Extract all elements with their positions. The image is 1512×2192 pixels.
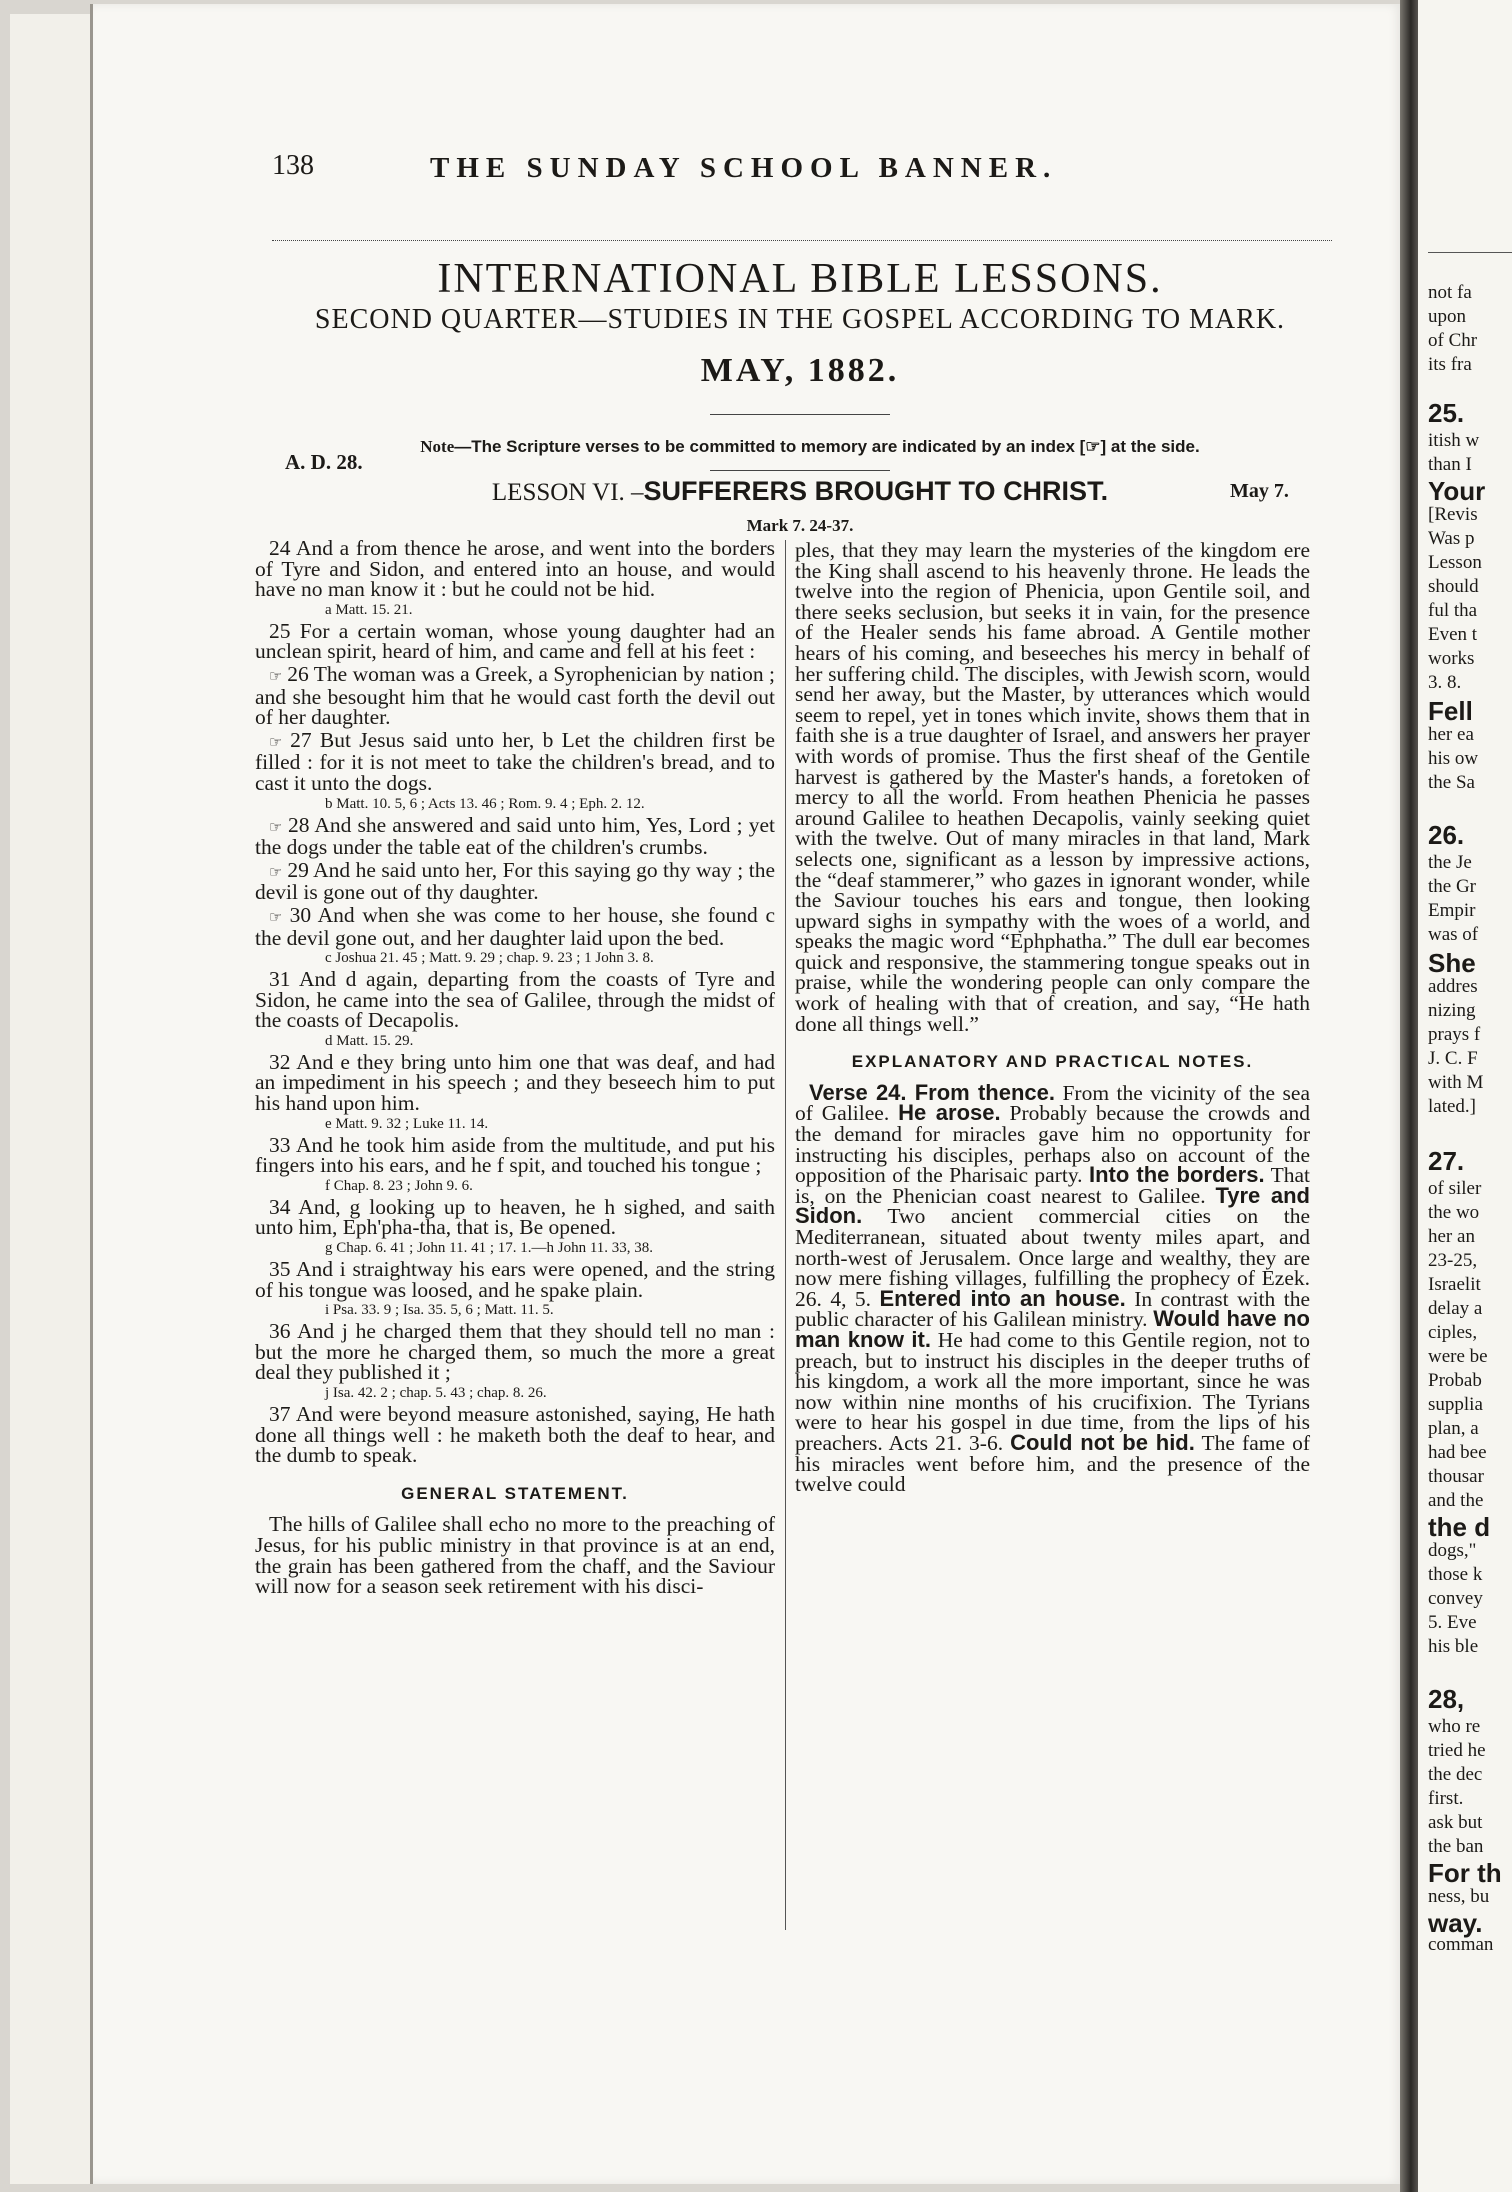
verse-text: 37 And were beyond measure astonished, saying, He hath done all things well : he maketh both the deaf to hear, and the dumb to speak. (255, 1402, 775, 1468)
note-keyword: Would have no man know it. (795, 1306, 1310, 1352)
verse-cross-reference: b Matt. 10. 5, 6 ; Acts 13. 46 ; Rom. 9. 4 ; Eph. 2. 12. (325, 795, 645, 812)
notes-heading: EXPLANATORY AND PRACTICAL NOTES. (851, 1052, 1254, 1072)
note-text: That is, on the Phenician coast nearest to Galilee. (795, 1163, 1310, 1208)
facing-page-line: Even t (1428, 624, 1478, 645)
facing-page-line: 28, (1428, 1684, 1465, 1714)
facing-page-line: those k (1428, 1564, 1483, 1585)
month-heading: MAY, 1882. (700, 352, 900, 389)
verse-cross-reference: a Matt. 15. 21. (325, 601, 413, 618)
facing-page-line: dogs," (1428, 1540, 1477, 1561)
facing-page-line: Probab (1428, 1370, 1482, 1391)
memory-note-text: —The Scripture verses to be committed to memory are indicated by an index [☞] at the side. (454, 437, 1200, 456)
facing-page-line: the wo (1428, 1202, 1480, 1223)
note-keyword: Tyre and Sidon. (795, 1182, 1310, 1229)
notes-paragraph (795, 1079, 1311, 1497)
facing-page-line: his ble (1428, 1636, 1479, 1657)
facing-page-line: the dec (1428, 1764, 1483, 1785)
facing-page-line: 3. 8. (1428, 672, 1462, 693)
verse-text: 35 And i straightway his ears were opened, and the string of his tongue was loosed, and he spake plain. (255, 1257, 775, 1302)
facing-page-line: nizing (1428, 1000, 1476, 1021)
main-heading: INTERNATIONAL BIBLE LESSONS. (437, 256, 1163, 302)
facing-page-line: [Revis (1428, 504, 1478, 525)
note-keyword: Could not be hid. (1010, 1429, 1195, 1455)
running-title: THE SUNDAY SCHOOL BANNER. (430, 152, 1058, 184)
divider-rule (710, 414, 890, 415)
verse-text: 36 And j he charged them that they should tell no man : but the more he charged them, so much the more a great deal they published it ; (255, 1319, 775, 1385)
facing-page-line: were be (1428, 1346, 1488, 1367)
header-rule (272, 240, 1332, 241)
facing-page-line: the Gr (1428, 876, 1477, 897)
facing-page-line: 26. (1428, 820, 1465, 850)
book-gutter (1400, 0, 1418, 2192)
verse-cross-reference: c Joshua 21. 45 ; Matt. 9. 29 ; chap. 9. 23 ; 1 John 3. 8. (325, 950, 654, 967)
note-text: Probably because the crowds and the demand for miracles gave him no opportunity for instructing his disciples, perhaps also on account of the opposition of the Pharisaic party. (795, 1101, 1310, 1188)
note-keyword: Verse 24. From thence. (809, 1079, 1055, 1105)
general-statement-heading: GENERAL STATEMENT. (401, 1483, 629, 1503)
facing-page-line: lated.] (1428, 1096, 1477, 1117)
facing-page-line: delay a (1428, 1298, 1483, 1319)
verse-cross-reference: e Matt. 9. 32 ; Luke 11. 14. (325, 1115, 489, 1132)
facing-page-line: plan, a (1428, 1418, 1479, 1439)
facing-page-line: tried he (1428, 1740, 1486, 1761)
memory-index-icon: ☞ (269, 907, 290, 926)
facing-page-line: his ow (1428, 748, 1479, 769)
lesson-year: A. D. 28. (285, 450, 363, 474)
facing-page-line: J. C. F (1428, 1048, 1478, 1069)
facing-page-line: and the (1428, 1490, 1484, 1511)
verse-text: 34 And, g looking up to heaven, he h sighed, and saith unto him, Eph'pha-tha, that is, Be opened. (255, 1194, 775, 1240)
facing-page-line: the Sa (1428, 772, 1475, 793)
facing-page-line: the ban (1428, 1836, 1484, 1857)
verse-text: 32 And e they bring unto him one that was deaf, and had an impediment in his speech ; and they beseech him to put his hand upon him. (255, 1049, 775, 1116)
verse (255, 661, 775, 730)
facing-page-line: its fra (1428, 354, 1472, 375)
facing-page-line: 25. (1428, 398, 1465, 428)
facing-page-line: Was p (1428, 528, 1475, 549)
left-column (255, 538, 775, 1597)
verse (255, 1259, 775, 1300)
facing-page-line: than I (1428, 454, 1472, 475)
facing-page-line: 23-25, (1428, 1250, 1478, 1271)
note-text: Two ancient commercial cities on the Mediterranean, situated about twenty miles apart, and north-west of Jerusalem. Once large and wealthy, they are now mere fishing villages, fulfilling the prophecy of Ezek. 26. 4, 5. (795, 1204, 1310, 1311)
verse-cross-reference: d Matt. 15. 29. (325, 1032, 414, 1049)
facing-page-line: with M (1428, 1072, 1484, 1093)
lesson-date: May 7. (1230, 480, 1289, 502)
facing-page-line: itish w (1428, 430, 1480, 451)
verse-text: 24 And a from thence he arose, and went into the borders of Tyre and Sidon, and entered into an house, and would have no man know it : but he could not be hid. (255, 536, 775, 602)
facing-page-fragment (1418, 0, 1512, 2192)
facing-page-line: convey (1428, 1588, 1483, 1609)
facing-page-line: way. (1428, 1908, 1483, 1938)
facing-page-line: prays f (1428, 1024, 1481, 1045)
facing-page-line: was of (1428, 924, 1479, 945)
facing-page-line: had bee (1428, 1442, 1487, 1463)
facing-page-line: Your (1428, 476, 1486, 506)
facing-page-line: her ea (1428, 724, 1474, 745)
facing-page-rule (1428, 252, 1512, 253)
verse-text: 33 And he took him aside from the multitude, and put his fingers into his ears, and he f spit, and touched his tongue ; (255, 1132, 775, 1178)
divider-rule (710, 470, 890, 471)
verse-text: 29 And he said unto her, For this saying go thy way ; the devil is gone out of thy daughter. (255, 857, 775, 905)
facing-page-line: comman (1428, 1934, 1494, 1955)
verse-text: 30 And when she was come to her house, she found c the devil gone out, and her daughter laid upon the bed. (255, 902, 776, 950)
lesson-heading (300, 476, 1300, 507)
verse-list (255, 538, 775, 1466)
note-text: In contrast with the public character of his Galilean ministry. (795, 1286, 1310, 1332)
memory-index-icon: ☞ (269, 862, 288, 881)
memory-note-lead: Note (420, 437, 455, 456)
verse-text: 25 For a certain woman, whose young daughter had an unclean spirit, heard of him, and came and fell at his feet : (255, 618, 775, 664)
facing-page-line: ness, bu (1428, 1886, 1490, 1907)
verse-cross-reference: g Chap. 6. 41 ; John 11. 41 ; 17. 1.—h John 11. 33, 38. (325, 1240, 654, 1257)
note-text: From the vicinity of the sea of Galilee. (795, 1080, 1311, 1126)
verse-text: 31 And d again, departing from the coasts of Tyre and Sidon, he came into the sea of Galilee, through the midst of the coasts of Decapolis. (255, 967, 775, 1033)
verse (255, 727, 775, 795)
memory-index-icon: ☞ (269, 817, 288, 836)
facing-page-line: of siler (1428, 1178, 1482, 1199)
verse-cross-reference: f Chap. 8. 23 ; John 9. 6. (325, 1177, 473, 1194)
verse (255, 1404, 775, 1466)
facing-page-line: upon (1428, 306, 1466, 327)
facing-page-line: 27. (1428, 1146, 1465, 1176)
memory-note (330, 437, 1290, 457)
verse (255, 618, 775, 664)
verse-cross-reference: i Psa. 33. 9 ; Isa. 35. 5, 6 ; Matt. 11. 5. (325, 1302, 554, 1319)
verse (255, 812, 776, 860)
facing-page-line: should (1428, 576, 1479, 597)
memory-index-icon: ☞ (269, 732, 291, 751)
verse-text: 28 And she answered and said unto him, Yes, Lord ; yet the dogs under the table eat of the children's crumbs. (255, 812, 776, 860)
verse (255, 1049, 775, 1116)
facing-page-line: the Je (1428, 852, 1472, 873)
facing-page-line: works (1428, 648, 1475, 669)
facing-page-line: thousar (1428, 1466, 1484, 1487)
facing-page-line: who re (1428, 1716, 1481, 1737)
facing-page-line: Lesson (1428, 552, 1482, 573)
note-text: The fame of his miracles went before him, and the presence of the twelve could (795, 1430, 1310, 1497)
facing-page-line: her an (1428, 1226, 1475, 1247)
column-divider (785, 540, 786, 1930)
note-text: He had come to this Gentile region, not to preach, but to instruct his disciples in the deeper truths of his kingdom, a work all the more important, since he was now within nine months of his crucifixion. The Tyrians were to hear his gospel in due time, from the lips of his preachers. Acts 21. 3-6. (795, 1327, 1310, 1455)
facing-page-line: supplia (1428, 1394, 1483, 1415)
verse (255, 1194, 775, 1240)
verse (255, 538, 775, 600)
facing-page-line: ciples, (1428, 1322, 1478, 1343)
memory-index-icon: ☞ (269, 666, 288, 685)
facing-page-line: of Chr (1428, 330, 1478, 351)
facing-page-line: ful tha (1428, 600, 1478, 621)
facing-page-line: ask but (1428, 1812, 1483, 1833)
facing-page-line: the d (1428, 1512, 1491, 1542)
verse (255, 1321, 775, 1383)
general-statement-left: The hills of Galilee shall echo no more to the preaching of Jesus, for his public ministry in that province is at an end, the grain has been gathered from the chaff, and the Saviour will now for a season seek retirement with his disci- (255, 1512, 775, 1599)
verse-cross-reference: j Isa. 42. 2 ; chap. 5. 43 ; chap. 8. 26. (325, 1385, 547, 1401)
facing-page-line: 5. Eve (1428, 1612, 1477, 1633)
verse-text: 27 But Jesus said unto her, b Let the children first be filled : for it is not meet to take the children's bread, and to cast it unto the dogs. (255, 727, 775, 795)
verse (255, 969, 775, 1031)
facing-page-line: addres (1428, 976, 1478, 997)
verse (255, 902, 776, 950)
lesson-title: SUFFERERS BROUGHT TO CHRIST. (643, 476, 1109, 506)
sub-heading: SECOND QUARTER—STUDIES IN THE GOSPEL ACCORDING TO MARK. (314, 304, 1286, 335)
facing-page-line: Israelit (1428, 1274, 1481, 1295)
facing-page-line: For th (1428, 1858, 1502, 1888)
lesson-number: LESSON VI. – (491, 479, 644, 506)
facing-page-line: She (1428, 948, 1476, 978)
note-keyword: Into the borders. (1088, 1162, 1265, 1188)
facing-page-line: Empir (1428, 900, 1476, 921)
page-number: 138 (272, 150, 314, 181)
general-statement-right: ples, that they may learn the mysteries of the kingdom ere the King shall ascend to his heavenly throne. He leads the twelve into the region of Phenicia, upon Gentile soil, and there seeks seclusion, but seeks it in vain, for the presence of the Healer sends his fame abroad. A Gentile mother hears of his coming, and beseeches his mercy in behalf of her suffering child. The disciples, with Jewish scorn, would send her away, but the Master, by utterances which would seem to repel, yet in tones which invite, shows them that in faith she is a true daughter of Israel, and answers her prayer with words of promise. Thus the first sheaf of the Gentile harvest is gathered by the Master's hands, a foretoken of mercy to all the world. From heathen Phenicia he passes around Galilee to heathen Decapolis, vainly seeking quiet with the twelve. Out of many miracles in that land, Mark selects one, significant as a lesson by impressive actions, the “deaf stammerer,” who gazes in ignorant wonder, while the Saviour touches his ears and tongue, then looking upward sighs in sympathy with the woes of a world, and speaks the magic word “Ephphatha.” The dull ear becomes quick and responsive, the stammering tongue speaks out in praise, while the wondering people can only compare the work of healing with that of creation, and say, “He hath done all things well.” (795, 538, 1310, 1036)
verse (255, 1132, 775, 1178)
facing-page-line: first. (1428, 1788, 1464, 1809)
scripture-reference: Mark 7. 24-37. (746, 516, 854, 535)
verse (255, 857, 775, 905)
right-column (795, 540, 1310, 1495)
note-keyword: He arose. (898, 1100, 1001, 1126)
facing-page-line: Fell (1428, 696, 1473, 726)
verse-text: 26 The woman was a Greek, a Syrophenician by nation ; and she besought him that he would cast forth the devil out of her daughter. (255, 661, 775, 730)
note-keyword: Entered into an house. (879, 1285, 1126, 1311)
facing-page-line: not fa (1428, 282, 1472, 303)
